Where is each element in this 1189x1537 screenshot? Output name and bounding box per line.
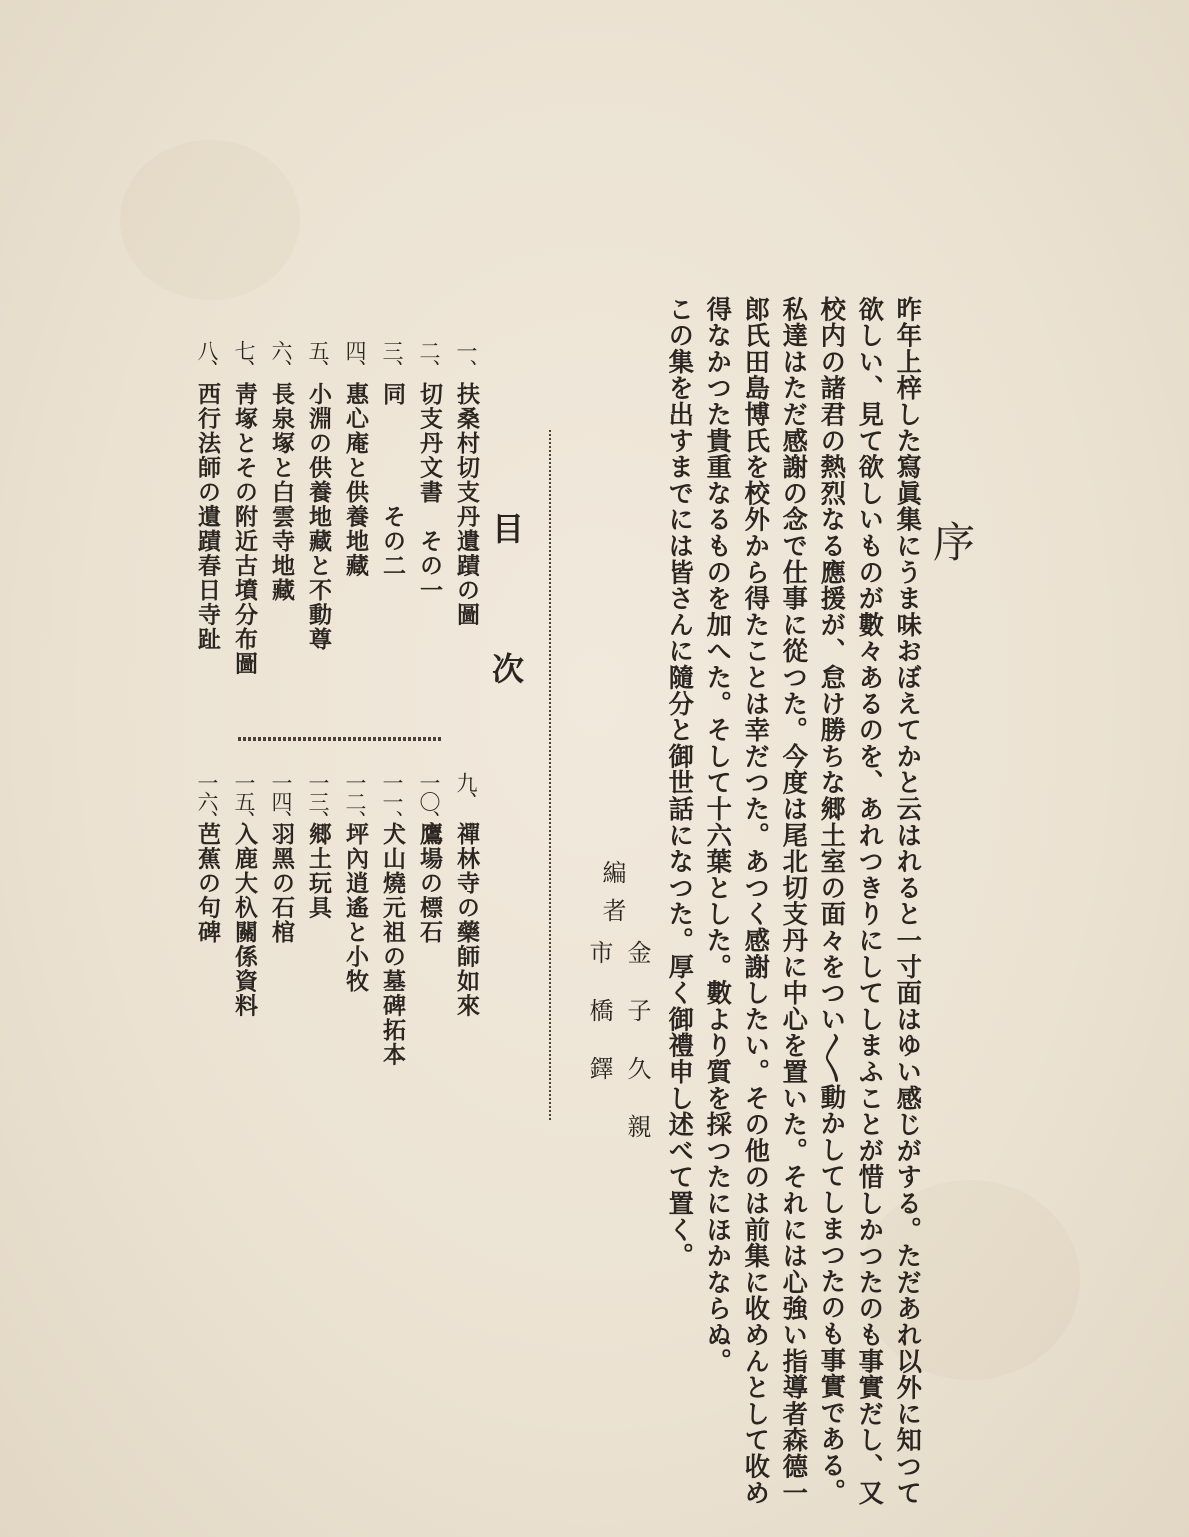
- toc-item-number: 一四、: [269, 772, 293, 829]
- toc-item-number: 五、: [306, 340, 330, 378]
- preface-line: 校内の諸君の熱烈なる應援が、怠け勝ちな郷土室の面々をつい〳〵動かしてしまつたのも事實である。: [817, 296, 848, 1505]
- preface-line: この集を出すまでには皆さんに隨分と御世話になつた。厚く御禮申し述べて置く。: [665, 296, 696, 1270]
- toc-item-number: 一五、: [232, 772, 256, 829]
- toc-item-text: 西行法師の遺蹟春日寺趾: [194, 382, 221, 652]
- toc-item-text: 犬山燒元祖の墓碑拓本: [379, 822, 406, 1067]
- toc-item-text: 小淵の供養地藏と不動尊: [305, 382, 332, 652]
- toc-item-number: 一、: [454, 340, 478, 378]
- toc-item-text: 切支丹文書 その一: [416, 382, 443, 603]
- wavy-divider-vertical: [545, 430, 557, 1120]
- toc-item-number: 九、: [454, 772, 478, 810]
- toc-item-text: 靑塚とその附近古墳分布圖: [231, 382, 258, 676]
- toc-item-text: 惠心庵と供養地藏: [342, 382, 369, 578]
- toc-item-number: 四、: [343, 340, 367, 378]
- toc-item-text: 坪內逍遙と小牧: [342, 822, 369, 994]
- toc-item-text: 鷹場の標石: [416, 822, 443, 945]
- toc-item-number: 一一、: [380, 772, 404, 829]
- toc-item-number: 一三、: [306, 772, 330, 829]
- toc-item-number: 二、: [417, 340, 441, 378]
- toc-item-text: 扶桑村切支丹遺蹟の圖: [453, 382, 480, 627]
- paper-stain: [120, 140, 300, 300]
- editor-name: 市橋鐸: [585, 940, 613, 1114]
- toc-item-number: 一二、: [343, 772, 367, 829]
- toc-item-number: 一〇、: [417, 772, 441, 829]
- preface-line: 郎氏田島博氏を校外から得たことは幸だつた。あつく感謝したい。その他のは前集に收めんとして收め: [741, 296, 772, 1506]
- toc-item-text: 郷土玩具: [305, 822, 332, 920]
- toc-item-text: 同 その二: [379, 382, 406, 578]
- toc-item-number: 七、: [232, 340, 256, 378]
- toc-item-text: 長泉塚と白雲寺地藏: [268, 382, 295, 603]
- preface-title: 序: [927, 520, 976, 568]
- toc-item-number: 八、: [195, 340, 219, 378]
- wavy-divider-horizontal: [238, 737, 443, 741]
- toc-item-number: 一六、: [195, 772, 219, 829]
- preface-line: 私達はただ感謝の念で仕事に從つた。今度は尾北切支丹に中心を置いた。それには心強い指導者森德一: [779, 296, 810, 1506]
- editor-label: 編者: [598, 860, 626, 936]
- preface-line: 得なかつた貴重なるものを加へた。そして十六葉とした。數より質を採つたにほかならぬ。: [703, 296, 734, 1375]
- preface-line: 昨年上梓した寫眞集にうま味おぼえてかと云はれると一寸面はゆい感じがする。ただあれ以外に知つて: [893, 296, 924, 1506]
- toc-item-text: 禪林寺の藥師如來: [453, 822, 480, 1018]
- toc-item-text: 入鹿大杁關係資料: [231, 822, 258, 1018]
- toc-item-text: 羽黑の石棺: [268, 822, 295, 945]
- preface-line: 欲しい、見て欲しいものが數々あるのを、あれつきりにしてしまふことが惜しかつたのも事實だし、又: [855, 296, 886, 1506]
- toc-item-number: 六、: [269, 340, 293, 378]
- toc-item-text: 芭蕉の句碑: [194, 822, 221, 945]
- toc-item-number: 三、: [380, 340, 404, 378]
- toc-title: 目次: [487, 512, 525, 792]
- editor-name: 金子久親: [623, 940, 651, 1172]
